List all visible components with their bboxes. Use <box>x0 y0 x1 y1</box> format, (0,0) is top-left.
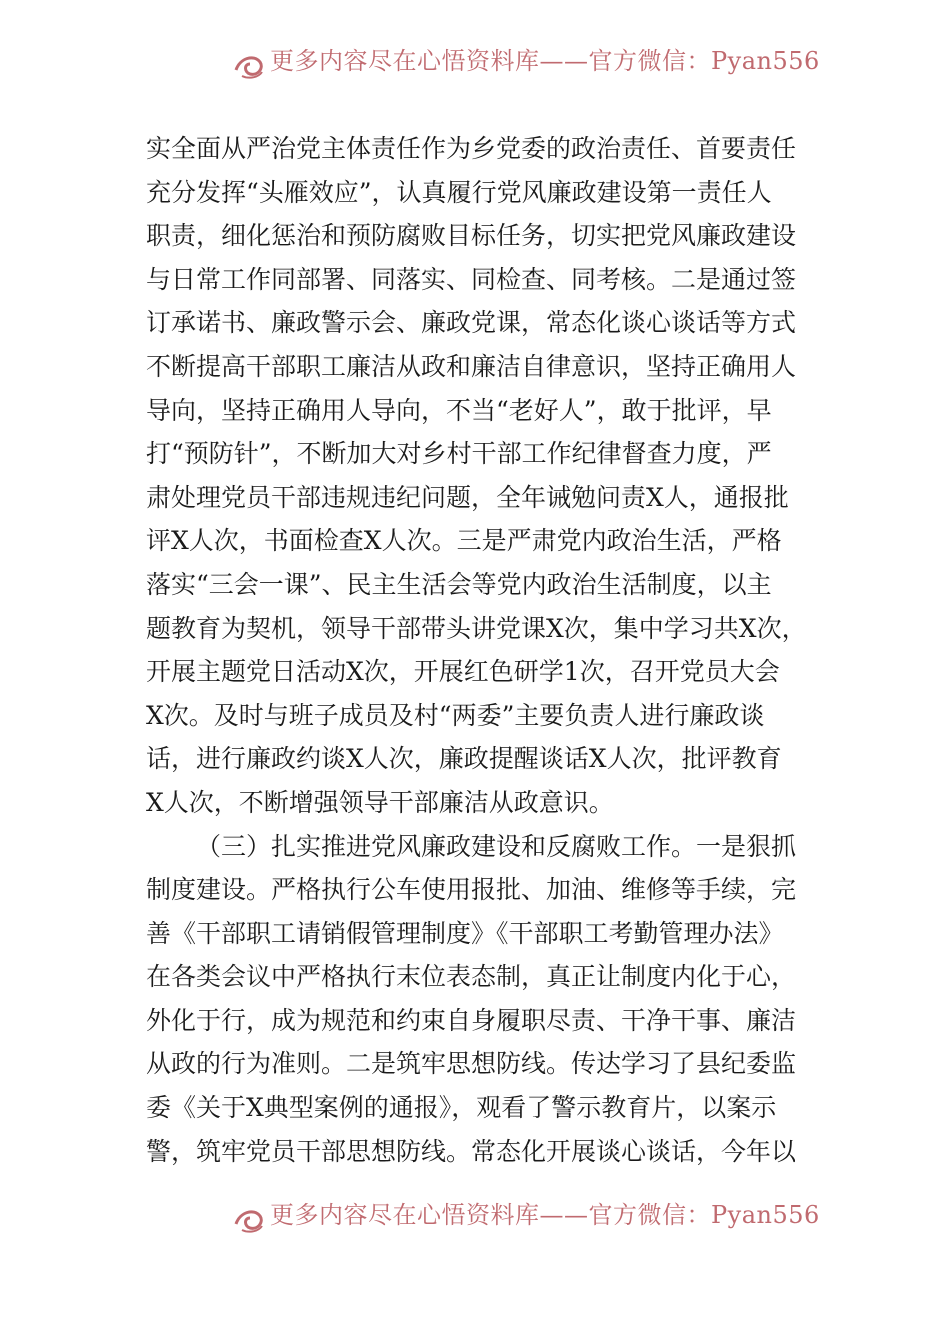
text-line: 制度建设。严格执行公车使用报批、加油、维修等手续，完 <box>146 875 797 905</box>
text-line: 话，进行廉政约谈X人次，廉政提醒谈话X人次，批评教育 <box>146 744 782 774</box>
text-line: 订承诺书、廉政警示会、廉政党课，常态化谈心谈话等方式 <box>146 308 797 338</box>
text-line: （三）扎实推进党风廉政建设和反腐败工作。一是狠抓 <box>196 831 797 861</box>
text-line: 肃处理党员干部违规违纪问题，全年诫勉问责X人，通报批 <box>146 482 789 512</box>
text-line: 警，筑牢党员干部思想防线。常态化开展谈心谈话，今年以 <box>146 1136 797 1166</box>
text-line: X次。及时与班子成员及村“两委”主要负责人进行廉政谈 <box>146 700 765 730</box>
text-line: 与日常工作同部署、同落实、同检查、同考核。二是通过签 <box>146 264 797 294</box>
text-line: 打“预防针”，不断加大对乡村干部工作纪律督查力度，严 <box>146 439 772 469</box>
swirl-logo-icon <box>232 1202 266 1236</box>
text-line: 外化于行，成为规范和约束自身履职尽责、干净干事、廉洁 <box>146 1005 797 1035</box>
text-line: 评X人次，书面检查X人次。三是严肃党内政治生活，严格 <box>146 526 782 556</box>
text-line: 导向，坚持正确用人导向，不当“老好人”，敢于批评，早 <box>146 395 772 425</box>
text-line: X人次，不断增强领导干部廉洁从政意识。 <box>146 787 614 817</box>
text-line: 在各类会议中严格执行末位表态制，真正让制度内化于心， <box>146 962 797 992</box>
text-line: 善《干部职工请销假管理制度》《干部职工考勤管理办法》 <box>146 918 784 948</box>
text-line: 从政的行为准则。二是筑牢思想防线。传达学习了县纪委监 <box>146 1049 797 1079</box>
text-line: 委《关于X典型案例的通报》，观看了警示教育片，以案示 <box>146 1093 777 1123</box>
text-line: 落实“三会一课”、民主生活会等党内政治生活制度，以主 <box>146 569 772 599</box>
swirl-logo-icon <box>232 48 266 82</box>
footer-watermark <box>232 1201 820 1242</box>
text-line: 开展主题党日活动X次，开展红色研学1次，召开党员大会 <box>146 657 780 687</box>
watermark-text: 更多内容尽在心悟资料库——官方微信：Pyan556 <box>270 47 820 75</box>
watermark-text: 更多内容尽在心悟资料库——官方微信：Pyan556 <box>270 1201 820 1229</box>
document-body <box>146 127 816 1173</box>
text-line: 题教育为契机，领导干部带头讲党课X次，集中学习共X次， <box>146 613 807 643</box>
text-line: 充分发挥“头雁效应”，认真履行党风廉政建设第一责任人 <box>146 177 772 207</box>
header-watermark <box>232 47 820 88</box>
text-line: 实全面从严治党主体责任作为乡党委的政治责任、首要责任 <box>146 134 797 163</box>
text-line: 不断提高干部职工廉洁从政和廉洁自律意识，坚持正确用人 <box>146 351 797 381</box>
text-line: 职责，细化惩治和预防腐败目标任务，切实把党风廉政建设 <box>146 221 797 251</box>
